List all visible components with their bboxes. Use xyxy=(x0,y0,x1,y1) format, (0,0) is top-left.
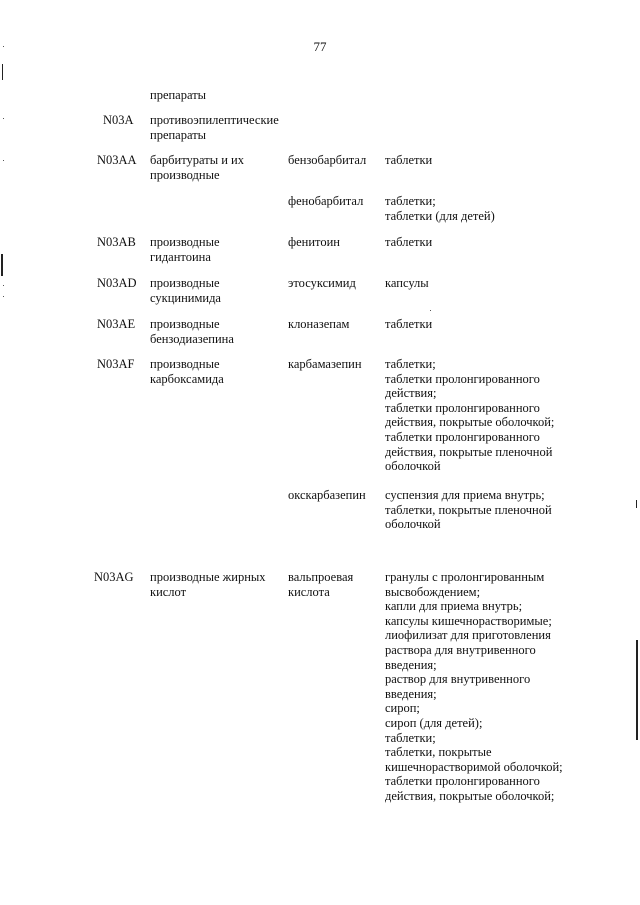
atc-code: N03AG xyxy=(94,570,134,584)
atc-group: производные гидантоина xyxy=(150,235,220,264)
scan-dot xyxy=(3,118,4,119)
atc-code: N03AB xyxy=(97,235,136,249)
dosage-form: капсулы xyxy=(385,276,429,290)
dosage-form: таблетки; таблетки (для детей) xyxy=(385,194,495,223)
drug-name: фенобарбитал xyxy=(288,194,364,208)
scan-dot xyxy=(3,285,4,286)
atc-group: противоэпилептические препараты xyxy=(150,113,279,142)
scan-margin-mark xyxy=(1,254,3,276)
scan-dot xyxy=(3,160,4,161)
scan-margin-mark xyxy=(2,64,3,80)
atc-group: производные карбоксамида xyxy=(150,357,224,386)
atc-code: N03AE xyxy=(97,317,136,331)
dosage-form: суспензия для приема внутрь; таблетки, покрытые пленочной оболочкой xyxy=(385,488,552,532)
atc-group: препараты xyxy=(150,88,207,102)
scan-dot xyxy=(3,296,4,297)
atc-code: N03AF xyxy=(97,357,135,371)
atc-code: N03AA xyxy=(97,153,137,167)
dosage-form: таблетки xyxy=(385,153,433,167)
drug-name: карбамазепин xyxy=(288,357,362,371)
atc-code: N03A xyxy=(103,113,134,127)
scan-dot xyxy=(430,310,431,311)
dosage-form: таблетки xyxy=(385,317,433,331)
scan-margin-mark xyxy=(636,640,638,740)
atc-group: производные бензодиазепина xyxy=(150,317,234,346)
drug-name: фенитоин xyxy=(288,235,340,249)
dosage-form: таблетки xyxy=(385,235,433,249)
scan-margin-mark xyxy=(636,500,637,508)
atc-code: N03AD xyxy=(97,276,137,290)
drug-name: окскарбазепин xyxy=(288,488,366,502)
dosage-form: гранулы с пролонгированным высвобождением; капли для приема внутрь; капсулы кишечнорастворимые; лиофилизат для приготовления раствора для внутривенного введения; раствор для внутривенного введения; сироп; сироп (для детей); таблетки; таблетки, покрытые кишечнорастворимой оболочкой; таблетки пролонгированного действия, покрытые оболочкой; xyxy=(385,570,563,803)
drug-name: вальпроевая кислота xyxy=(288,570,354,599)
drug-name: бензобарбитал xyxy=(288,153,367,167)
atc-group: производные сукцинимида xyxy=(150,276,221,305)
drug-name: этосуксимид xyxy=(288,276,356,290)
drug-name: клоназепам xyxy=(288,317,350,331)
atc-group: барбитураты и их производные xyxy=(150,153,244,182)
dosage-form: таблетки; таблетки пролонгированного действия; таблетки пролонгированного действия, покрытые оболочкой; таблетки пролонгированного действия, покрытые пленочной оболочкой xyxy=(385,357,555,474)
scan-dot xyxy=(3,46,4,47)
atc-group: производные жирных кислот xyxy=(150,570,266,599)
page-number: 77 xyxy=(313,39,327,54)
